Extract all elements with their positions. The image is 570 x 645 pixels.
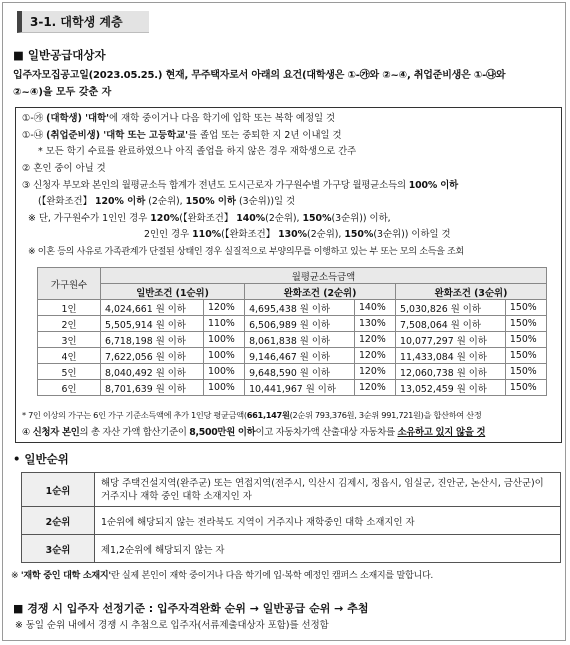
note-1person-relaxed: (【완화조건】 [179,213,234,224]
note-1person-2nd-rank: (2순위), [265,213,300,224]
col-monthly-income: 월평균소득금액 [101,268,547,284]
relaxed-3rd-limit: 150% 이하 [185,196,236,207]
general-amount-cell: 8,701,639 원 이하 [101,380,204,396]
general-supply-heading: ■ 일반공급대상자 [13,48,106,62]
footnote-text: * 7인 이상의 가구는 6인 가구 기준소득액에 추가 1인당 평균금액( [22,410,247,420]
income-footnote [22,408,481,423]
criterion-1a [22,111,335,126]
criterion-1b [22,128,342,143]
household-size-cell: 6인 [38,380,101,396]
note-2person-3rd-rank: (3순위)) 이하일 것 [373,229,451,240]
criterion-3-note-2person [144,227,451,242]
rank-text: 해당 주택건설지역(완주군) 또는 연접지역(전주시, 익산시 김제시, 정읍시, 임실군, 진안군, 논산시, 금산군)이 거주지나 재학 중인 대학 소재지인 자 [95,473,561,507]
household-size-cell: 4인 [38,348,101,364]
criterion-3-limit: 100% 이하 [408,180,459,191]
note-1person-text: ※ 단, 가구원수가 1인인 경우 [28,213,148,224]
criterion-2: ② 혼인 중이 아닐 것 [22,163,106,174]
eligibility-intro [13,67,561,101]
relaxed2-amount-cell: 8,061,838 원 이하 [245,332,355,348]
note-1person-3rd-rank: (3순위)) 이하, [331,213,391,224]
relaxed-3rd-rank: (3순위))일 것 [238,196,296,207]
general-percent-cell: 120% [204,300,245,316]
income-row [38,364,547,380]
income-table [37,267,547,396]
relaxed3-amount-cell: 5,030,826 원 이하 [396,300,506,316]
rank-label: 3순위 [22,535,95,563]
relaxed3-amount-cell: 11,433,084 원 이하 [396,348,506,364]
income-row [38,316,547,332]
income-row [38,332,547,348]
criterion-3-note-divorce: ※ 이혼 등의 사유로 가족관계가 단절된 상태인 경우 실질적으로 부양의무를 이행하고 있는 부 또는 모의 소득을 조회 [28,247,464,257]
relaxed-2nd-limit: 120% 이하 [94,196,146,207]
competition-note: ※ 동일 순위 내에서 경쟁 시 추첨으로 입주자(서류제출대상자 포함)를 선정함 [15,620,329,631]
relaxed-label: (【완화조건】 [38,196,92,207]
relaxed3-percent-cell: 150% [505,332,546,348]
criterion-3-relaxed [38,194,295,209]
household-size-cell: 3인 [38,332,101,348]
col-relaxed-3: 완화조건 (3순위) [396,284,547,300]
note-2person-limit: 110% [192,229,222,240]
general-amount-cell: 4,024,661 원 이하 [101,300,204,316]
rank-label: 2순위 [22,507,95,535]
footnote-amount: 661,147원 [246,410,290,420]
income-row [38,380,547,396]
general-amount-cell: 7,622,056 원 이하 [101,348,204,364]
relaxed2-amount-cell: 10,441,967 원 이하 [245,380,355,396]
rank-label: 1순위 [22,473,95,507]
note-1person-limit: 120% [150,213,180,224]
relaxed2-percent-cell: 120% [354,380,395,396]
relaxed3-percent-cell: 150% [505,316,546,332]
criterion-3-note-1person [28,211,391,226]
rank-text: 제1,2순위에 해당되지 않는 자 [95,535,561,563]
relaxed3-amount-cell: 10,077,297 원 이하 [396,332,506,348]
criterion-1b-note: * 모든 학기 수료를 완료하였으나 아직 졸업을 하지 않은 경우 재학생으로 간주 [38,146,357,157]
rank-text: 1순위에 해당되지 않는 전라북도 지역이 거주지나 재학중인 대학 소재지인 자 [95,507,561,535]
general-percent-cell: 100% [204,380,245,396]
income-row [38,348,547,364]
criterion-4-marker: ④ [22,427,33,438]
ranking-note-marker: ※ [11,571,21,581]
relaxed2-amount-cell: 6,506,989 원 이하 [245,316,355,332]
col-relaxed-2: 완화조건 (2순위) [245,284,396,300]
note-2person-3rd: 150% [344,229,374,240]
relaxed3-percent-cell: 150% [505,300,546,316]
criterion-1a-text: 에 재학 중이거나 다음 학기에 입학 또는 복학 예정일 것 [109,113,336,124]
note-1person-3rd: 150% [302,213,332,224]
ranking-row [22,507,561,535]
household-size-cell: 5인 [38,364,101,380]
income-row [38,300,547,316]
criterion-1b-term: '대학 또는 고등학교' [100,130,188,141]
criterion-1a-label: (대학생) [46,113,82,124]
general-amount-cell: 8,040,492 원 이하 [101,364,204,380]
relaxed3-percent-cell: 150% [505,348,546,364]
general-percent-cell: 100% [204,332,245,348]
relaxed2-percent-cell: 120% [354,332,395,348]
note-2person-text: 2인인 경우 [144,229,190,240]
intro-line-2: ②~④)을 모두 갖춘 자 [13,87,112,98]
household-size-cell: 1인 [38,300,101,316]
relaxed2-amount-cell: 9,146,467 원 이하 [245,348,355,364]
competition-heading: ■ 경쟁 시 입주자 선정기준 : 입주자격완화 순위 → 일반공급 순위 → 추첨 [13,602,369,615]
income-table-body [38,300,547,396]
criterion-1a-marker: ①-㉮ [22,113,47,124]
general-amount-cell: 6,718,198 원 이하 [101,332,204,348]
intro-line-1: 입주자모집공고일(2023.05.25.) 현재, 무주택자로서 아래의 요건(대학생은 ①-㉮와 ②~④, 취업준비생은 ①-㉯와 [13,70,506,81]
criterion-4 [22,425,485,440]
general-percent-cell: 100% [204,348,245,364]
ranking-table [21,472,561,563]
note-2person-relaxed: (【완화조건】 [221,229,276,240]
relaxed2-amount-cell: 4,695,438 원 이하 [245,300,355,316]
footnote-rest: (2순위 793,376원, 3순위 991,721원)을 합산하여 산정 [289,410,482,420]
document-page [2,2,566,641]
section-title: 3-1. 대학생 계층 [17,11,149,33]
criterion-3 [22,178,458,193]
criterion-4-car-text: 이고 자동차가액 산출대상 자동차를 [255,427,395,438]
general-percent-cell: 110% [204,316,245,332]
general-percent-cell: 100% [204,364,245,380]
relaxed3-amount-cell: 13,052,459 원 이하 [396,380,506,396]
criterion-1b-marker: ①-㉯ [22,130,47,141]
criterion-4-asset-limit: 8,500만원 이하 [189,427,256,438]
relaxed2-amount-cell: 9,648,590 원 이하 [245,364,355,380]
criterion-1b-label: (취업준비생) [46,130,101,141]
ranking-note-text: 란 실제 본인이 재학 중이거나 다음 학기에 입·복학 예정인 캠퍼스 소재지를 말합니다. [110,571,434,581]
ranking-heading: • 일반순위 [13,452,69,466]
note-1person-2nd: 140% [236,213,266,224]
relaxed3-amount-cell: 12,060,738 원 이하 [396,364,506,380]
relaxed3-amount-cell: 7,508,064 원 이하 [396,316,506,332]
general-amount-cell: 5,505,914 원 이하 [101,316,204,332]
criterion-4-car-condition: 소유하고 있지 않을 것 [397,427,486,438]
relaxed2-percent-cell: 130% [354,316,395,332]
relaxed-2nd-rank: (2순위), [148,196,183,207]
household-size-cell: 2인 [38,316,101,332]
criterion-1b-text: 를 졸업 또는 중퇴한 지 2년 이내일 것 [188,130,342,141]
note-2person-2nd-rank: (2순위), [307,229,342,240]
ranking-note [11,569,433,584]
criterion-1a-term: '대학' [81,113,110,124]
relaxed2-percent-cell: 140% [354,300,395,316]
criterion-4-subject: 신청자 본인 [32,427,80,438]
relaxed2-percent-cell: 120% [354,348,395,364]
criterion-4-text: 의 총 자산 가액 합산기준이 [79,427,187,438]
relaxed3-percent-cell: 150% [505,364,546,380]
relaxed2-percent-cell: 120% [354,364,395,380]
col-household-size: 가구원수 [38,268,101,300]
ranking-row [22,473,561,507]
col-general: 일반조건 (1순위) [101,284,245,300]
relaxed3-percent-cell: 150% [505,380,546,396]
ranking-row [22,535,561,563]
note-2person-2nd: 130% [278,229,308,240]
criterion-3-text: ③ 신청자 부모와 본인의 월평균소득 합계가 전년도 도시근로자 가구원수별 가구당 월평균소득의 [22,180,406,191]
ranking-note-term: '재학 중인 대학 소재지' [20,571,111,581]
